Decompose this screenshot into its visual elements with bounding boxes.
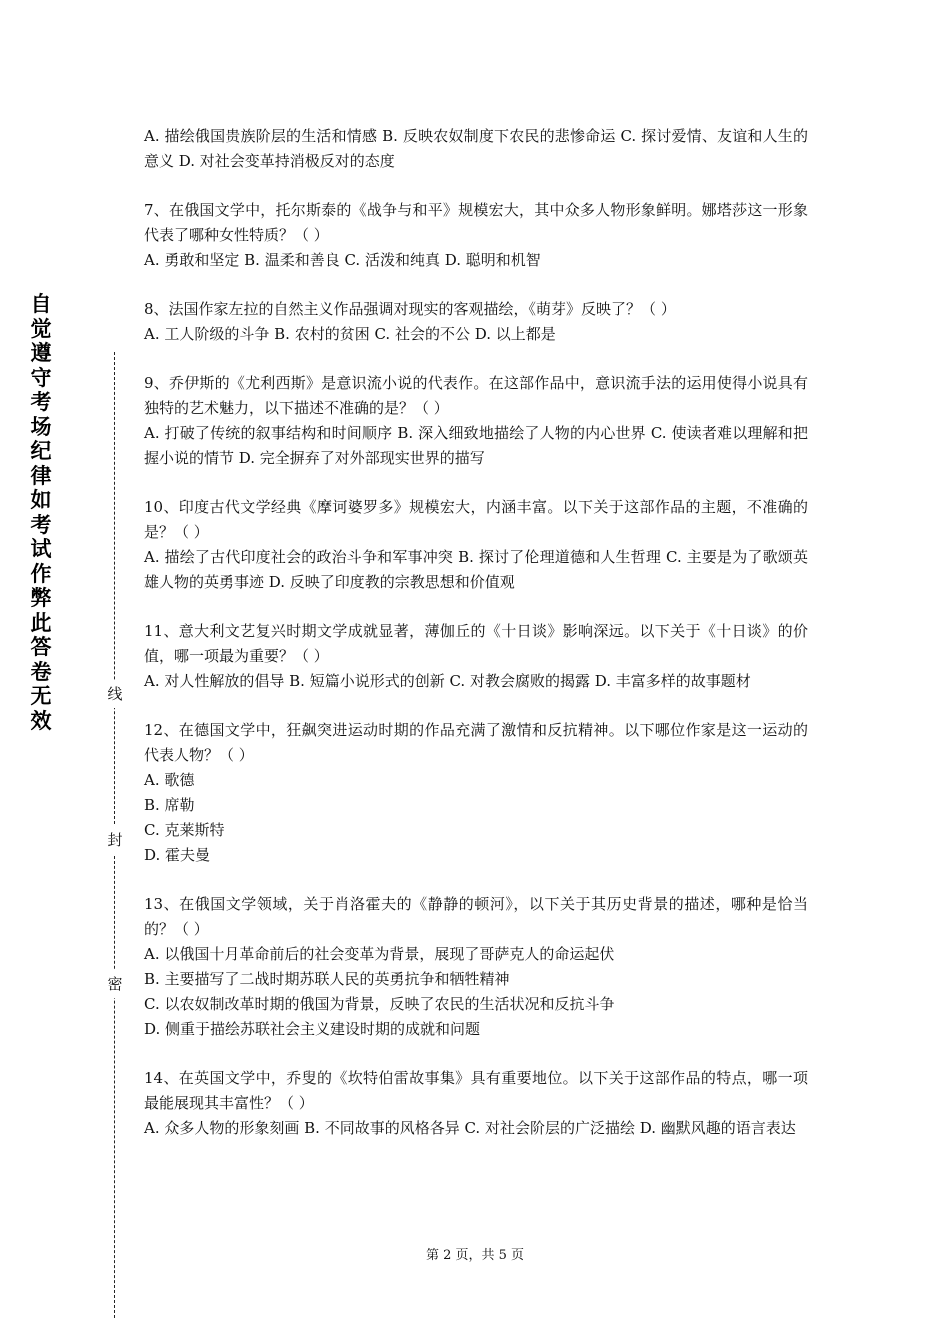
question-options: A. 对人性解放的倡导 B. 短篇小说形式的创新 C. 对教会腐败的揭露 D. 丰富多样的故事题材 (144, 672, 751, 690)
question-options: A. 描绘了古代印度社会的政治斗争和军事冲突 B. 探讨了伦理道德和人生哲理 C. 主要是为了歌颂英雄人物的英勇事迹 D. 反映了印度教的宗教思想和价值观 (144, 548, 808, 591)
question-stem: 9、乔伊斯的《尤利西斯》是意识流小说的代表作。在这部作品中，意识流手法的运用使得小说具有独特的艺术魅力，以下描述不准确的是？（ ） (144, 374, 808, 417)
option-b: B. 席勒 (144, 796, 195, 814)
question-stem: 14、在英国文学中，乔叟的《坎特伯雷故事集》具有重要地位。以下关于这部作品的特点，哪一项最能展现其丰富性？（ ） (144, 1069, 808, 1112)
option-c: C. 克莱斯特 (144, 821, 225, 839)
question-stem: 11、意大利文艺复兴时期文学成就显著，薄伽丘的《十日谈》影响深远。以下关于《十日谈》的价值，哪一项最为重要？（ ） (144, 622, 808, 665)
question-options: A. 工人阶级的斗争 B. 农村的贫困 C. 社会的不公 D. 以上都是 (144, 325, 556, 343)
question-options: A. 勇敢和坚定 B. 温柔和善良 C. 活泼和纯真 D. 聪明和机智 (144, 251, 541, 269)
question-6-options-block (144, 124, 808, 174)
question-8 (144, 297, 808, 347)
binding-label-xian: 线 (104, 680, 126, 708)
question-13 (144, 892, 808, 1042)
binding-label-feng: 封 (104, 826, 126, 854)
exam-discipline-warning: 自觉遵守考场纪律如考试作弊此答卷无效 (30, 292, 52, 733)
question-options: A. 打破了传统的叙事结构和时间顺序 B. 深入细致地描绘了人物的内心世界 C. 使读者难以理解和把握小说的情节 D. 完全摒弃了对外部现实世界的描写 (144, 424, 808, 467)
question-stem: 8、法国作家左拉的自然主义作品强调对现实的客观描绘，《萌芽》反映了？（ ） (144, 300, 676, 318)
option-a: A. 以俄国十月革命前后的社会变革为背景，展现了哥萨克人的命运起伏 (144, 945, 615, 963)
option-d: D. 侧重于描绘苏联社会主义建设时期的成就和问题 (144, 1020, 481, 1038)
question-stem: 7、在俄国文学中，托尔斯泰的《战争与和平》规模宏大，其中众多人物形象鲜明。娜塔莎这一形象代表了哪种女性特质？（ ） (144, 201, 808, 244)
option-b: B. 主要描写了二战时期苏联人民的英勇抗争和牺牲精神 (144, 970, 510, 988)
option-d: D. 霍夫曼 (144, 846, 211, 864)
question-stem: 13、在俄国文学领域，关于肖洛霍夫的《静静的顿河》，以下关于其历史背景的描述，哪种是恰当的？（ ） (144, 895, 808, 938)
question-stem: 10、印度古代文学经典《摩诃婆罗多》规模宏大，内涵丰富。以下关于这部作品的主题，不准确的是？（ ） (144, 498, 808, 541)
question-options: A. 描绘俄国贵族阶层的生活和情感 B. 反映农奴制度下农民的悲惨命运 C. 探讨爱情、友谊和人生的意义 D. 对社会变革持消极反对的态度 (144, 127, 808, 170)
binding-label-mi: 密 (104, 970, 126, 998)
option-c: C. 以农奴制改革时期的俄国为背景，反映了农民的生活状况和反抗斗争 (144, 995, 615, 1013)
question-list (144, 124, 808, 1165)
question-stem: 12、在德国文学中，狂飙突进运动时期的作品充满了激情和反抗精神。以下哪位作家是这一运动的代表人物？（ ） (144, 721, 808, 764)
question-9 (144, 371, 808, 471)
question-7 (144, 198, 808, 273)
page-number-footer: 第 2 页，共 5 页 (425, 1248, 525, 1263)
question-options: A. 众多人物的形象刻画 B. 不同故事的风格各异 C. 对社会阶层的广泛描绘 D. 幽默风趣的语言表达 (144, 1119, 796, 1137)
question-14 (144, 1066, 808, 1141)
question-10 (144, 495, 808, 595)
option-a: A. 歌德 (144, 771, 195, 789)
question-12 (144, 718, 808, 868)
question-11 (144, 619, 808, 694)
